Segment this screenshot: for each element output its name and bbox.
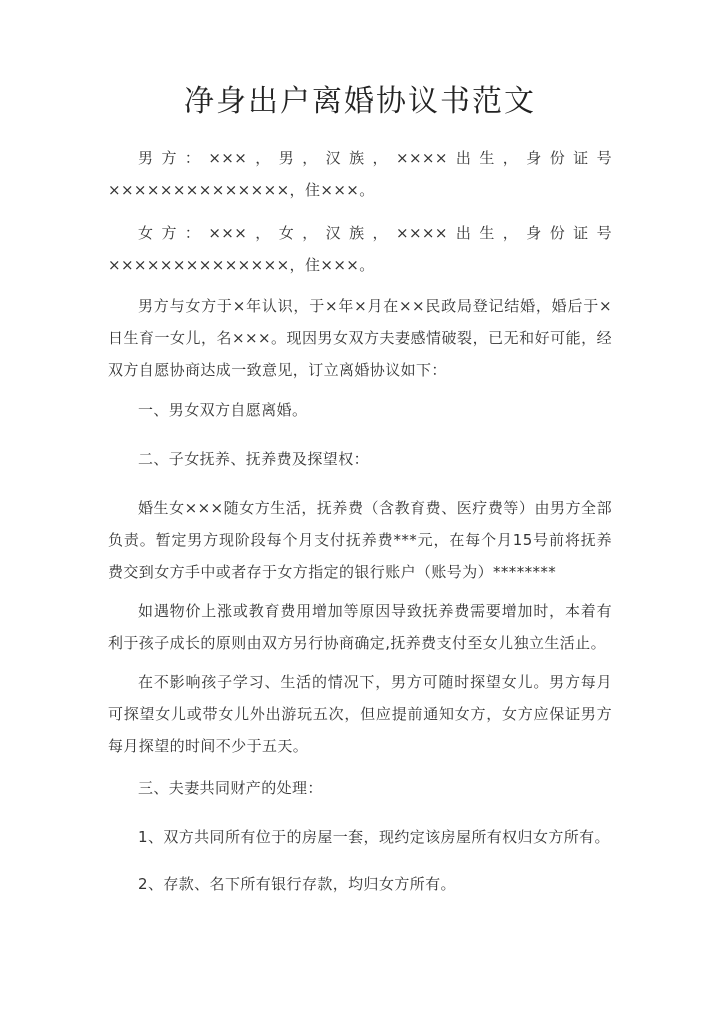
paragraph-visitation: 在不影响孩子学习、生活的情况下，男方可随时探望女儿。男方每月可探望女儿或带女儿外出游玩五次，但应提前通知女方，女方应保证男方每月探望的时间不少于五天。: [108, 673, 612, 755]
paragraph-wife-info: 女方：×××，女，汉族，××××出生，身份证号××××××××××××××，住×××。: [108, 224, 612, 274]
property-item-1: 1、双方共同所有位于的房屋一套，现约定该房屋所有权归女方所有。: [138, 828, 610, 846]
property-item-2: 2、存款、名下所有银行存款，均归女方所有。: [138, 875, 456, 893]
paragraph-support-adjustment: 如遇物价上涨或教育费用增加等原因导致抚养费需要增加时，本着有利于孩子成长的原则由双方另行协商确定,抚养费支付至女儿独立生活止。: [108, 602, 612, 652]
clause-three-heading: 三、夫妻共同财产的处理：: [138, 779, 323, 797]
clause-one-heading: 一、男女双方自愿离婚。: [138, 401, 308, 419]
paragraph-husband-info: 男方：×××，男，汉族，××××出生，身份证号××××××××××××××，住×××。: [108, 149, 612, 199]
paragraph-marriage-background: 男方与女方于×年认识，于×年×月在××民政局登记结婚，婚后于×日生育一女儿，名×××。现因男女双方夫妻感情破裂，已无和好可能，经双方自愿协商达成一致意见，订立离婚协议如下：: [108, 297, 612, 379]
paragraph-child-custody: 婚生女×××随女方生活，抚养费（含教育费、医疗费等）由男方全部负责。暂定男方现阶段每个月支付抚养费***元，在每个月15号前将抚养费交到女方手中或者存于女方指定的银行账户（账号为）********: [108, 499, 612, 581]
document-title: 净身出户离婚协议书范文: [184, 84, 536, 119]
clause-two-heading: 二、子女抚养、抚养费及探望权：: [138, 450, 370, 468]
